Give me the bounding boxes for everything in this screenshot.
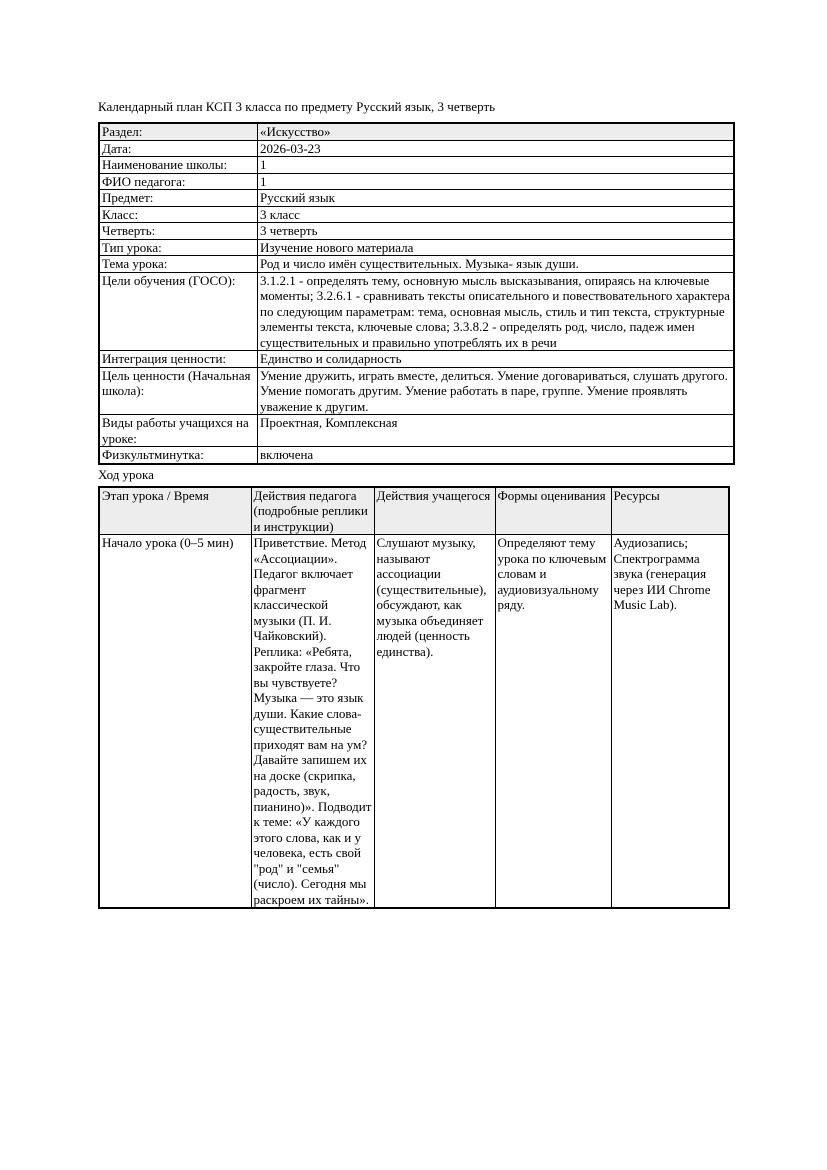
info-value: 3 класс [258,206,735,223]
info-value: 1 [258,157,735,174]
lesson-info-table [98,122,735,465]
info-value: Умение дружить, играть вместе, делиться. Умение договариваться, слушать другого. Умение помогать другим. Умение работать в паре, группе. Умение проявлять уважение к другим. [258,367,735,415]
table-row [99,351,734,368]
info-value: 1 [258,173,735,190]
table-row [99,256,734,273]
info-value: 3.1.2.1 - определять тему, основную мысль высказывания, опираясь на ключевые моменты; 3.2.6.1 - сравнивать тексты описательного и повествовательного характера по следующим параметрам: тема, основная мысль, стиль и тип текста, структурные элементы текста, ключевые слова; 3.3.8.2 - определять род, число, падеж имен существительных и правильно употреблять их в речи [258,272,735,351]
section-heading: Ход урока [98,466,154,482]
column-header-stage: Этап урока / Время [99,487,251,535]
info-label: ФИО педагога: [99,173,258,190]
info-label: Цель ценности (Начальная школа): [99,367,258,415]
table-header-row [99,487,729,535]
info-value: включена [258,447,735,464]
table-row [99,367,734,415]
table-row [99,190,734,207]
info-label: Раздел: [99,123,258,140]
info-label: Наименование школы: [99,157,258,174]
info-label: Класс: [99,206,258,223]
table-row [99,206,734,223]
info-label: Четверть: [99,223,258,240]
table-row [99,157,734,174]
table-row [99,447,734,464]
info-value: Проектная, Комплексная [258,415,735,447]
stage-cell: Начало урока (0–5 мин) [99,535,251,909]
assessment-cell: Определяют тему урока по ключевым словам и аудиовизуальному ряду. [495,535,611,909]
info-label: Физкультминутка: [99,447,258,464]
info-value: Единство и солидарность [258,351,735,368]
student-actions-cell: Слушают музыку, называют ассоциации (существительные), обсуждают, как музыка объединяет людей (ценность единства). [374,535,495,909]
info-value: 3 четверть [258,223,735,240]
info-value: 2026-03-23 [258,140,735,157]
column-header-assessment: Формы оценивания [495,487,611,535]
table-row [99,272,734,351]
info-label: Цели обучения (ГОСО): [99,272,258,351]
info-label: Предмет: [99,190,258,207]
info-label: Тип урока: [99,239,258,256]
table-row [99,223,734,240]
column-header-student-actions: Действия учащегося [374,487,495,535]
document-page [98,99,728,909]
info-label: Тема урока: [99,256,258,273]
teacher-actions-cell: Приветствие. Метод «Ассоциации». Педагог включает фрагмент классической музыки (П. И. Чайковский). Реплика: «Ребята, закройте глаза. Что вы чувствуете? Музыка — это язык души. Какие слова-существительные приходят вам на ум? Давайте запишем их на доске (скрипка, радость, звук, пианино)». Подводит к теме: «У каждого этого слова, как и у человека, есть свой "род" и "семья" (число). Сегодня мы раскроем их тайны». [251,535,374,909]
table-row [99,239,734,256]
info-label: Интеграция ценности: [99,351,258,368]
table-row [99,123,734,140]
info-label: Виды работы учащихся на уроке: [99,415,258,447]
column-header-teacher-actions: Действия педагога (подробные реплики и инструкции) [251,487,374,535]
lesson-flow-table [98,486,730,910]
column-header-resources: Ресурсы [611,487,729,535]
table-row [99,415,734,447]
info-value: «Искусство» [258,123,735,140]
table-row [99,535,729,909]
page-title: Календарный план КСП 3 класса по предмету Русский язык, 3 четверть [98,99,496,114]
info-value: Изучение нового материала [258,239,735,256]
info-value: Русский язык [258,190,735,207]
info-value: Род и число имён существительных. Музыка- язык души. [258,256,735,273]
info-label: Дата: [99,140,258,157]
resources-cell: Аудиозапись; Спектрограмма звука (генерация через ИИ Chrome Music Lab). [611,535,729,909]
table-row [99,140,734,157]
table-row [99,173,734,190]
